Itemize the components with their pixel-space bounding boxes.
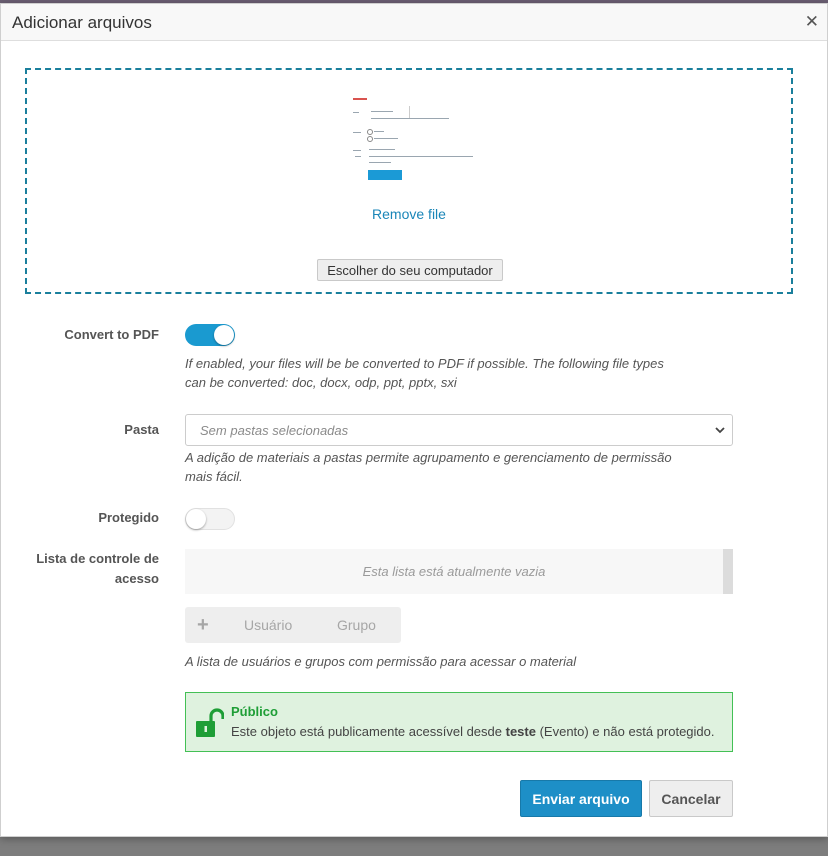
convert-pdf-help-line2: can be converted: doc, docx, odp, ppt, pptx, sxi (185, 375, 457, 390)
folder-select-value: Sem pastas selecionadas (200, 423, 349, 438)
public-title: Público (231, 704, 278, 719)
acl-add-buttons (185, 607, 401, 643)
folder-select[interactable] (185, 414, 733, 446)
acl-label (36, 549, 159, 589)
submit-file-button[interactable]: Enviar arquivo (520, 780, 642, 817)
close-icon[interactable]: ✕ (804, 12, 819, 31)
acl-label-line2: acesso (114, 571, 159, 586)
toggle-knob (186, 509, 206, 529)
public-status-alert (185, 692, 733, 752)
public-text-before: Este objeto está publicamente acessível desde (231, 724, 506, 739)
convert-pdf-label: Convert to PDF (64, 327, 159, 342)
folder-help-line2: mais fácil. (185, 469, 243, 484)
add-user-button[interactable]: Usuário (244, 617, 293, 633)
protected-label: Protegido (98, 510, 159, 525)
dialog-title: Adicionar arquivos (12, 13, 152, 32)
public-description (231, 724, 715, 739)
public-text-after: (Evento) e não está protegido. (535, 724, 715, 739)
convert-pdf-toggle[interactable] (185, 324, 235, 346)
acl-empty-message: Esta lista está atualmente vazia (362, 564, 546, 579)
folder-label: Pasta (124, 422, 159, 437)
remove-file-link[interactable]: Remove file (372, 206, 446, 222)
public-event-name: teste (505, 724, 536, 739)
folder-help-line1: A adição de materiais a pastas permite agrupamento e gerenciamento de permissão (185, 450, 672, 465)
protected-toggle[interactable] (185, 508, 235, 530)
acl-label-line1: Lista de controle de (36, 551, 159, 566)
convert-pdf-help-line1: If enabled, your files will be be converted to PDF if possible. The following file types (185, 356, 664, 371)
unlock-icon (196, 708, 224, 738)
file-dropzone[interactable] (25, 68, 793, 294)
chevron-down-icon (714, 424, 726, 436)
acl-list-scrollbar[interactable] (723, 549, 733, 594)
folder-help (185, 448, 685, 486)
acl-help: A lista de usuários e grupos com permissão para acessar o material (185, 654, 577, 669)
add-group-button[interactable]: Grupo (337, 617, 376, 633)
file-preview-thumbnail (349, 92, 477, 184)
acl-list (185, 549, 723, 594)
choose-from-computer-button[interactable]: Escolher do seu computador (317, 259, 503, 281)
plus-icon: + (197, 614, 209, 636)
cancel-button[interactable]: Cancelar (649, 780, 733, 817)
add-files-dialog (0, 3, 828, 837)
toggle-knob (214, 325, 234, 345)
dialog-header (1, 4, 827, 41)
convert-pdf-help (185, 354, 685, 392)
